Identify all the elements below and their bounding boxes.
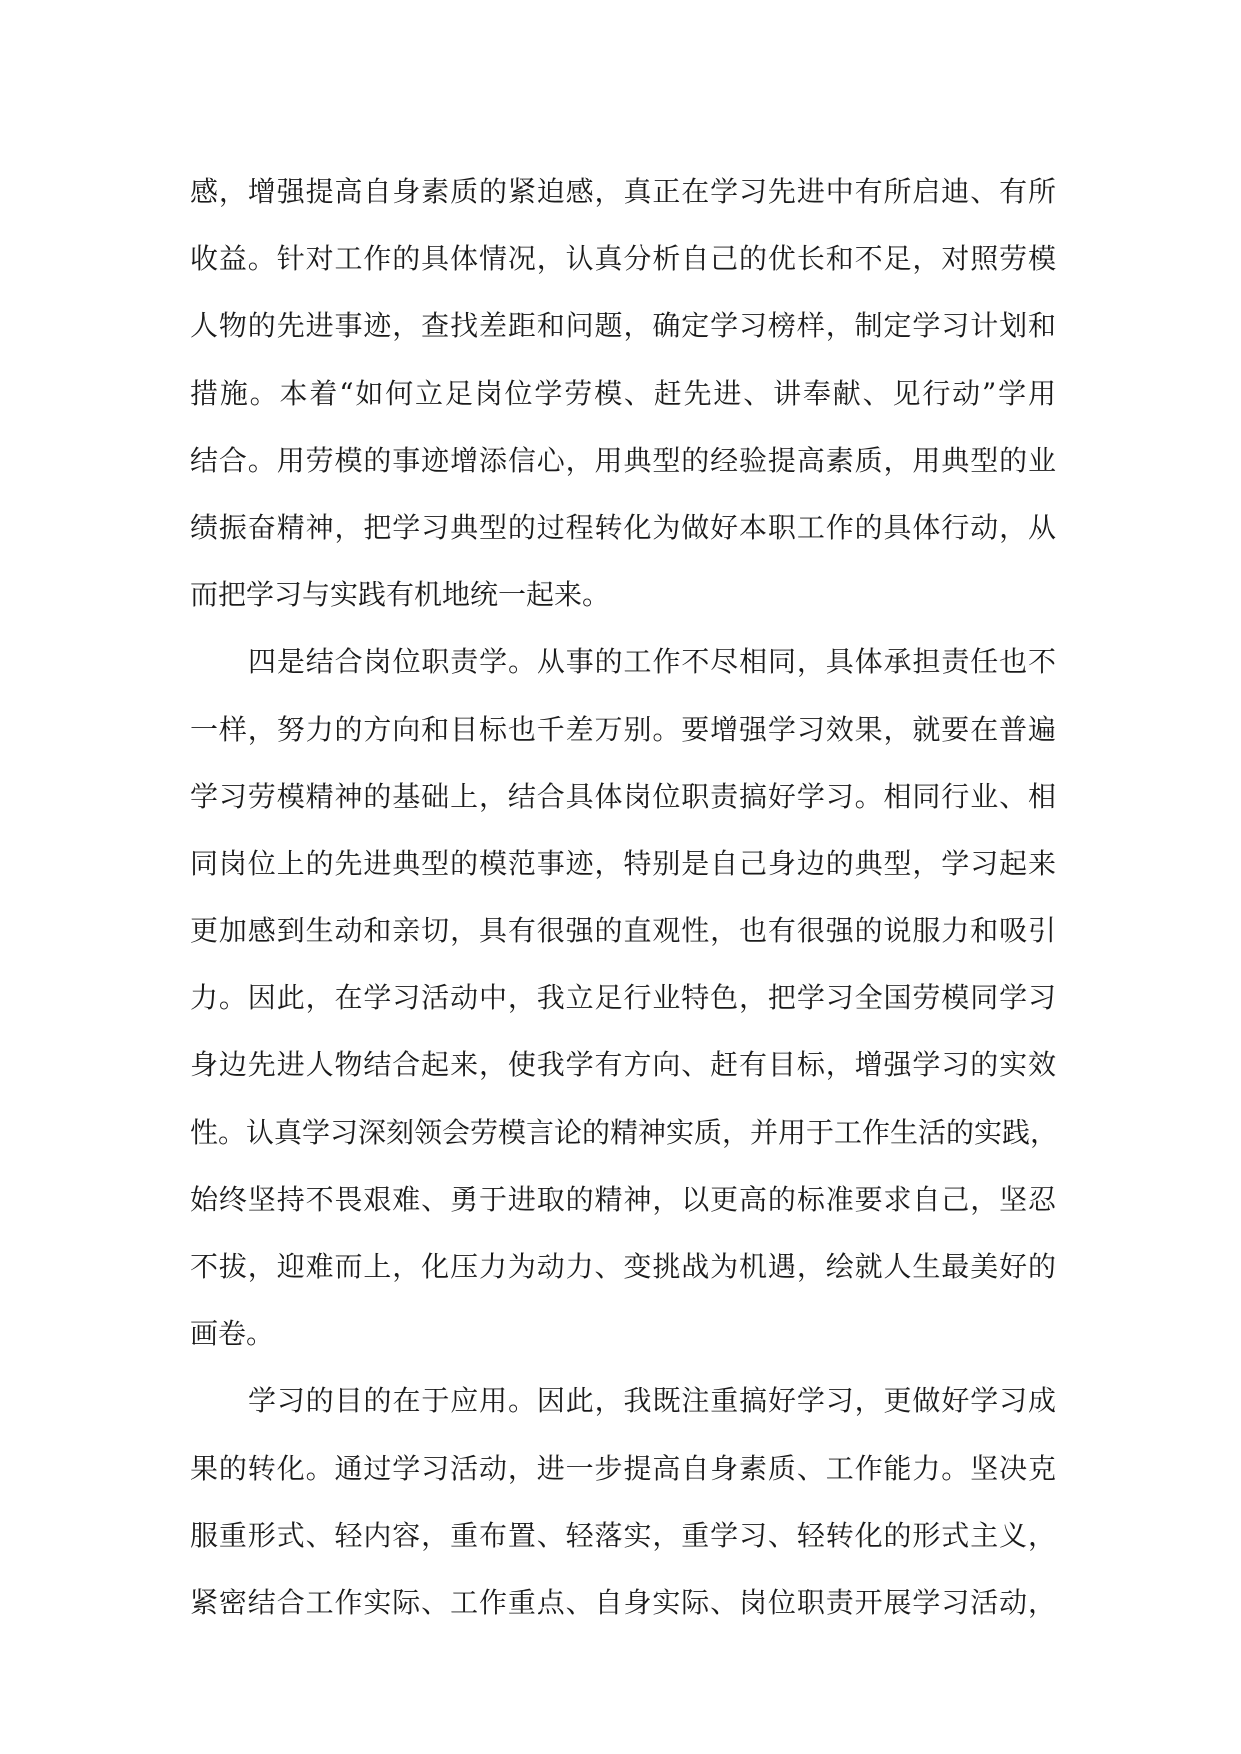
paragraph bbox=[190, 158, 1056, 628]
text-line: 感，增强提高自身素质的紧迫感，真正在学习先进中有所启迪、有所 bbox=[190, 175, 1056, 208]
paragraph bbox=[190, 628, 1059, 1367]
text-line: 人物的先进事迹，查找差距和问题，确定学习榜样，制定学习计划和 bbox=[190, 309, 1056, 343]
text-line: 力。因此，在学习活动中，我立足行业特色，把学习全国劳模同学习 bbox=[190, 981, 1056, 1015]
text-line: 服重形式、轻内容，重布置、轻落实，重学习、轻转化的形式主义， bbox=[190, 1518, 1056, 1552]
document-body bbox=[190, 158, 1059, 1636]
text-line: 收益。针对工作的具体情况，认真分析自己的优长和不足，对照劳模 bbox=[190, 242, 1056, 276]
text-line: 紧密结合工作实际、工作重点、自身实际、岗位职责开展学习活动， bbox=[190, 1585, 1056, 1619]
text-line: 结合。用劳模的事迹增添信心，用典型的经验提高素质，用典型的业 bbox=[190, 443, 1056, 477]
text-line: 绩振奋精神，把学习典型的过程转化为做好本职工作的具体行动，从 bbox=[190, 510, 1056, 544]
text-line: 更加感到生动和亲切，具有很强的直观性，也有很强的说服力和吸引 bbox=[190, 914, 1056, 948]
text-line: 果的转化。通过学习活动，进一步提高自身素质、工作能力。坚决克 bbox=[190, 1451, 1056, 1485]
text-line: 四是结合岗位职责学。从事的工作不尽相同，具体承担责任也不 bbox=[248, 645, 1056, 679]
text-line: 同岗位上的先进典型的模范事迹，特别是自己身边的典型，学习起来 bbox=[190, 846, 1056, 880]
text-line: 身边先进人物结合起来，使我学有方向、赶有目标，增强学习的实效 bbox=[190, 1048, 1056, 1082]
text-line: 措施。本着“如何立足岗位学劳模、赶先进、讲奉献、见行动”学用 bbox=[190, 376, 1056, 410]
text-line: 画卷。 bbox=[190, 1317, 275, 1351]
text-line: 始终坚持不畏艰难、勇于进取的精神，以更高的标准要求自己，坚忍 bbox=[190, 1182, 1056, 1216]
text-line: 而把学习与实践有机地统一起来。 bbox=[190, 578, 611, 612]
text-line: 学习的目的在于应用。因此，我既注重搞好学习，更做好学习成 bbox=[248, 1384, 1056, 1418]
text-line: 不拔，迎难而上，化压力为动力、变挑战为机遇，绘就人生最美好的 bbox=[190, 1250, 1056, 1283]
text-line: 学习劳模精神的基础上，结合具体岗位职责搞好学习。相同行业、相 bbox=[190, 779, 1056, 813]
text-line: 性。认真学习深刻领会劳模言论的精神实质，并用于工作生活的实践， bbox=[190, 1115, 1059, 1149]
paragraph bbox=[190, 1367, 1056, 1636]
text-line: 一样，努力的方向和目标也千差万别。要增强学习效果，就要在普遍 bbox=[190, 712, 1056, 746]
